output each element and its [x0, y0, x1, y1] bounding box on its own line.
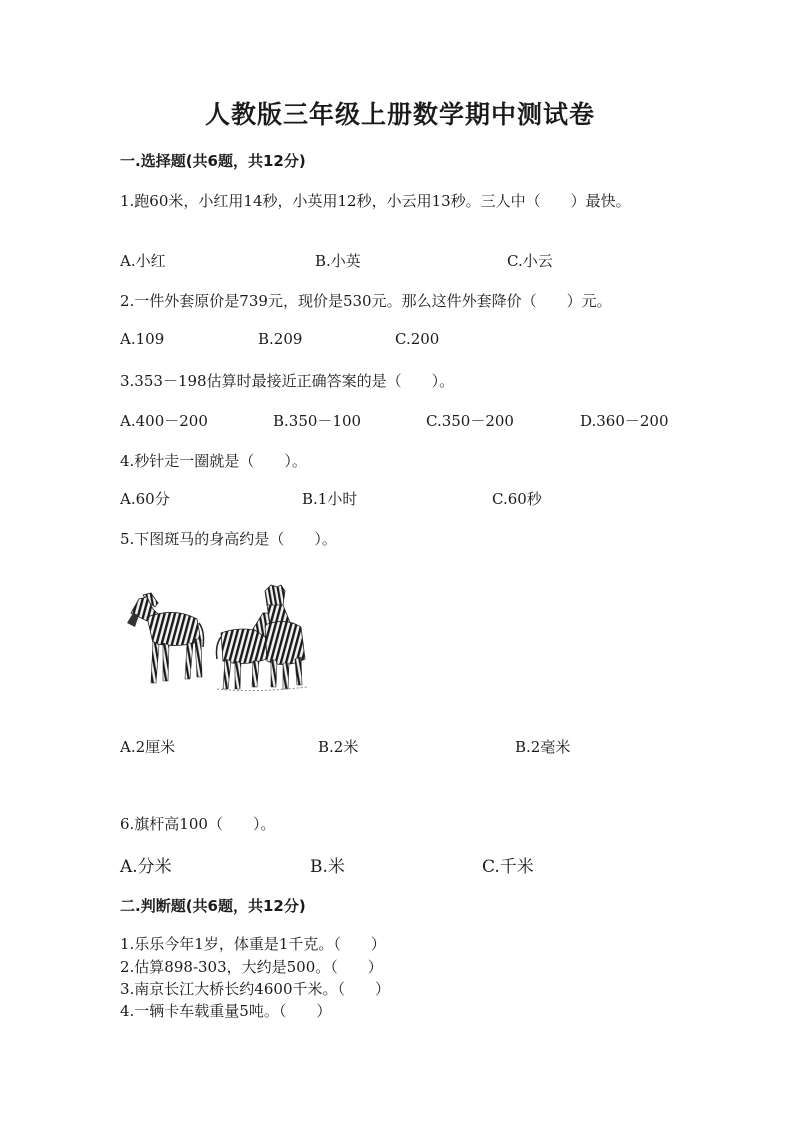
option-c[interactable]: C.小云 [507, 252, 553, 270]
option-a[interactable]: A.分米 [120, 857, 172, 877]
question-3-options [120, 410, 760, 432]
option-c[interactable]: C.千米 [482, 857, 534, 877]
judgement-item: 1.乐乐今年1岁，体重是1千克。（ ） [120, 935, 386, 953]
option-a[interactable]: A.109 [120, 330, 165, 348]
page-title: 人教版三年级上册数学期中测试卷 [204, 100, 595, 129]
option-b[interactable]: B.350－100 [273, 412, 362, 430]
question-3: 3.353－198估算时最接近正确答案的是（ ）。 [120, 372, 455, 390]
question-6-options [120, 852, 760, 877]
option-b[interactable]: B.米 [310, 857, 345, 877]
option-d[interactable]: D.360－200 [580, 412, 669, 430]
option-c[interactable]: C.60秒 [492, 490, 542, 508]
option-b-second[interactable]: B.2毫米 [515, 738, 571, 756]
question-5: 5.下图斑马的身高约是（ ）。 [120, 530, 337, 548]
option-a[interactable]: A.60分 [120, 490, 170, 508]
section-heading-judgement: 二.判断题(共6题，共12分) [120, 897, 306, 915]
question-1: 1.跑60米，小红用14秒，小英用12秒，小云用13秒。三人中（ ）最快。 [120, 192, 631, 210]
option-c[interactable]: C.200 [395, 330, 440, 348]
option-c[interactable]: C.350－200 [426, 412, 514, 430]
option-b[interactable]: B.小英 [315, 252, 361, 270]
option-a[interactable]: A.小红 [120, 252, 166, 270]
question-6: 6.旗杆高100（ ）。 [120, 815, 276, 833]
question-2: 2.一件外套原价是739元，现价是530元。那么这件外套降价（ ）元。 [120, 292, 612, 310]
zebra-illustration [125, 583, 310, 693]
judgement-item: 2.估算898-303，大约是500。（ ） [120, 958, 383, 976]
question-1-options [120, 250, 760, 272]
option-b[interactable]: B.209 [258, 330, 303, 348]
question-4-options [120, 488, 760, 510]
zebra-left [127, 593, 204, 683]
option-a[interactable]: A.2厘米 [120, 738, 176, 756]
question-4: 4.秒针走一圈就是（ ）。 [120, 452, 307, 470]
option-a[interactable]: A.400－200 [120, 412, 208, 430]
judgement-item: 3.南京长江大桥长约4600千米。（ ） [120, 980, 390, 998]
option-b[interactable]: B.1小时 [302, 490, 358, 508]
question-5-options [120, 736, 760, 758]
zebra-right [265, 585, 305, 689]
section-heading-choice: 一.选择题(共6题，共12分) [120, 152, 306, 170]
judgement-item: 4.一辆卡车载重量5吨。（ ） [120, 1002, 332, 1020]
option-b[interactable]: B.2米 [318, 738, 359, 756]
question-2-options [120, 330, 760, 352]
